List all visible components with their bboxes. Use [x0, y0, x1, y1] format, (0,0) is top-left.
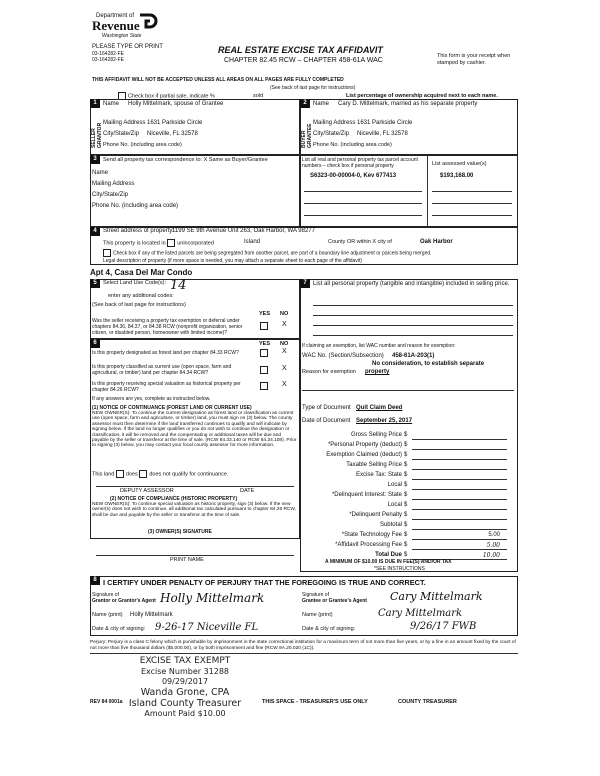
certify-text: I CERTIFY UNDER PENALTY OF PERJURY THAT THE FOREGOING IS TRUE AND CORRECT. — [103, 578, 426, 587]
tax-line — [302, 482, 512, 490]
tax-line-label: *Delinquent Penalty — [349, 512, 402, 518]
land-use-label: Select Land Use Code(s): — [103, 280, 166, 286]
s5-yes-checkbox[interactable] — [260, 322, 268, 330]
s6-q1: Is this property designated as forest land per chapter 84.33 RCW? — [92, 350, 239, 356]
tax-line-currency: $ — [404, 452, 408, 458]
tax-line-label: *State Technology Fee — [341, 532, 402, 538]
s5-no: NO — [280, 311, 289, 317]
s5-question: Was the seller receiving a property tax exemption or deferral under chapters 84.36, 84.37, or 84.38 RCW (nonprofit organization, senior citizen, or disabled person, homeowner with limited income)? — [92, 318, 243, 336]
does-not-checkbox[interactable] — [139, 470, 147, 478]
s6-q2-yes-checkbox[interactable] — [260, 366, 268, 374]
s6-q3-answer[interactable]: X — [282, 381, 287, 388]
stamp-line-6: Amount Paid $10.00 — [144, 709, 226, 718]
doc-type[interactable]: Quit Claim Deed — [356, 405, 403, 411]
tax-line — [302, 522, 512, 530]
minimum-due: A MINIMUM OF $10.00 IS DUE IN FEE(S) AND/OR TAX — [325, 559, 452, 565]
seller-name-label: Name — [103, 101, 120, 107]
county-label: County OR within X city of — [328, 239, 392, 245]
corr-phone-label: Phone No. (including area code) — [92, 203, 179, 209]
buyer-mailing-label: Mailing Address — [313, 120, 356, 126]
treasurer-stamp — [110, 656, 260, 719]
tax-line-label: *Affidavit Processing Fee — [335, 542, 402, 548]
notice2-title: (2) NOTICE OF COMPLIANCE (HISTORIC PROPERTY) — [110, 496, 238, 502]
street-label: Street address of property: — [103, 228, 175, 234]
grantee-sig-label-1: Signature of — [302, 592, 329, 598]
personal-property-label: List all personal property (tangible and intangible) included in selling price. — [313, 281, 510, 287]
notice1-text: NEW OWNER(S): To continue the current designation as forest land or classification as current use (open space, farm and agriculture, or timber) land, you must sign on (3) below. The county assessor must then determine if the land transferred continues to qualify and will indicate by signing below. If the land no longer qualifies or you do not wish to continue the designation or classification, it will be removed and the compensating or additional taxes will be due and payable by the seller or transferor at the time of sale. (RCW 84.33.140 or RCW 84.34.108). Prior to signing (3) below, you may contact your local county assessor for more information. — [92, 411, 297, 449]
dor-logo — [92, 13, 162, 41]
buyer-mailing[interactable]: 1631 Parkside Circle — [357, 120, 413, 126]
seller-city[interactable]: Niceville, FL 32578 — [147, 131, 198, 137]
s5-yes: YES — [259, 311, 271, 317]
grantee-signature[interactable]: Cary Mittelmark — [390, 590, 483, 603]
tax-line — [302, 452, 512, 460]
street-address[interactable]: 1199 SE 9th Avenue Unit 263, Oak Harbor, WA 98277 — [172, 228, 315, 234]
correspondence-text: Send all property tax correspondence to: X Same as Buyer/Grantee — [103, 157, 268, 163]
tax-line-label: Local — [387, 482, 402, 488]
doc-type-label: Type of Document — [302, 405, 351, 411]
wac-value[interactable]: 458-61A-203(1) — [392, 353, 435, 359]
tax-line-value[interactable]: 5.00 — [488, 532, 500, 538]
city-name[interactable]: Oak Harbor — [420, 239, 453, 245]
logo-state: Washington State — [102, 33, 142, 39]
tax-line-currency: $ — [404, 532, 408, 538]
grantor-name-label: Name (print) — [92, 612, 123, 618]
corr-city-label: City/State/Zip — [92, 192, 129, 198]
legal-label: Legal description of property (if more space is needed, you may attach a separate sheet to each page of the affidavit) — [103, 258, 362, 264]
tax-line-currency: $ — [404, 482, 408, 488]
grantor-date[interactable]: 9-26-17 Niceville FL — [155, 622, 259, 633]
assessed-header: List assessed value(s) — [432, 161, 487, 167]
section-6-number: 6 — [90, 339, 100, 348]
grantor-sig-label-1: Signature of — [92, 592, 119, 598]
reason-value[interactable]: No consideration, to establish separate — [372, 361, 485, 367]
s6-q3: Is this property receiving special valuation as historical property per chapter 84.26 RCW? — [92, 381, 241, 393]
grantee-date-label: Date & city of signing: — [302, 626, 356, 632]
grantor-signature[interactable]: Holly Mittelmark — [160, 591, 265, 605]
reason-label: Reason for exemption — [302, 369, 356, 375]
tax-line-label: Gross Selling Price — [350, 432, 402, 438]
treasurer-only-label: THIS SPACE - TREASURER'S USE ONLY — [262, 699, 368, 705]
wa-logo-icon — [138, 13, 158, 31]
s5-answer[interactable]: X — [282, 321, 287, 328]
tax-line-currency: $ — [404, 442, 408, 448]
corr-name-label: Name — [92, 170, 109, 176]
form-code-1: 03-164282-FE — [92, 51, 124, 57]
buyer-side-label: BUYER GRANTEE — [301, 123, 313, 148]
stamp-line-2: Excise Number 31288 — [140, 667, 230, 676]
seller-mailing[interactable]: 1631 Parkside Circle — [147, 120, 203, 126]
notice1-title: (1) NOTICE OF CONTINUANCE (FOREST LAND OR CURRENT USE) — [92, 405, 252, 411]
tax-line — [302, 512, 512, 520]
assessed-value[interactable]: $193,168.00 — [440, 173, 474, 179]
grantor-date-label: Date & city of signing: — [92, 626, 146, 632]
stamp-line-5: Island County Treasurer — [128, 698, 242, 709]
grantee-name[interactable]: Cary Mittelmark — [378, 608, 463, 619]
form-title: REAL ESTATE EXCISE TAX AFFIDAVIT — [218, 45, 383, 55]
doc-date-label: Date of Document — [302, 418, 351, 424]
s6-q1-yes-checkbox[interactable] — [260, 349, 268, 357]
county-treasurer-label: COUNTY TREASURER — [398, 699, 457, 705]
s6-q1-answer[interactable]: X — [282, 348, 287, 355]
receipt-note: This form is your receipt when stamped by cashier. — [437, 53, 511, 66]
tax-line-value[interactable]: 10.00 — [482, 552, 500, 559]
tax-line-label: Local — [387, 502, 402, 508]
perjury-note: Perjury: Perjury is a class C felony which is punishable by imprisonment in the state correctional institution for a maximum term of not more than five years, or by a fine in an amount fixed by the court of not more than five thousand dollars ($5,000.00), or by both imprisonment and fine (RCW 9A.20.020 (1C)). — [90, 640, 516, 651]
buyer-city[interactable]: Niceville, FL 32578 — [357, 131, 408, 137]
tax-line-currency: $ — [404, 432, 408, 438]
tax-line — [302, 472, 512, 480]
s6-yes: YES — [259, 341, 271, 347]
stamp-line-3: 09/29/2017 — [161, 677, 209, 686]
list-pct-note: List percentage of ownership acquired next to each name. — [346, 93, 498, 99]
seller-name[interactable]: Holly Mittelmark, spouse of Grantee — [128, 101, 224, 107]
stamp-line-4: Wanda Grone, CPA — [140, 687, 230, 698]
grantee-sig-label-2: Grantee or Grantee's Agent — [302, 598, 367, 604]
located-label: This property is located in unincorporated — [103, 240, 214, 247]
grantee-name-label: Name (print) — [302, 612, 333, 618]
deputy-date-label: DATE — [240, 488, 255, 494]
buyer-phone-label: Phone No. (including area code) — [313, 142, 392, 148]
please-type: PLEASE TYPE OR PRINT — [92, 44, 163, 50]
buyer-city-label: City/State/Zip — [313, 131, 350, 137]
owner-signature-label: (3) OWNER(S) SIGNATURE — [148, 529, 212, 535]
section-4-number: 4 — [90, 227, 100, 236]
seller-side-label: SELLER GRANTOR — [91, 122, 103, 148]
notice2-text: NEW OWNER(S): To continue special valuation as historic property, sign (3) below. If the new owner(s) does not wish to continue, all additional tax calculated pursuant to chapter 84.26 RCW, shall be due and payable by the seller or transferor at the time of sale. — [92, 502, 296, 518]
buyer-name-label: Name — [313, 101, 330, 107]
land-use-value[interactable]: 14 — [170, 278, 187, 293]
parcel-header: List all real and personal property tax parcel account numbers – check box if personal property — [302, 157, 418, 169]
section-2-number: 2 — [300, 99, 310, 108]
county-name[interactable]: Island — [244, 239, 261, 245]
grantor-name[interactable]: Holly Mittelmark — [130, 612, 173, 618]
tax-line-currency: $ — [404, 512, 408, 518]
wac-label: WAC No. (Section/Subsection) — [302, 353, 384, 359]
tax-line — [302, 442, 512, 450]
section-5-number: 5 — [90, 279, 100, 288]
section-8-number: 8 — [90, 576, 100, 585]
tax-line — [302, 542, 512, 550]
tax-line — [302, 502, 512, 510]
see-instructions: *SEE INSTRUCTIONS — [374, 566, 425, 572]
s6-no: NO — [280, 341, 289, 347]
tax-line-currency: $ — [404, 472, 408, 478]
segregation-checkbox[interactable] — [103, 249, 111, 257]
grantee-date[interactable]: 9/26/17 FWB — [410, 621, 477, 632]
stamp-line-1: EXCISE TAX EXEMPT — [139, 656, 231, 666]
tax-line — [302, 462, 512, 470]
see-back-note: (See back of last page for instructions) — [270, 85, 356, 91]
seller-city-label: City/State/Zip — [103, 131, 140, 137]
tax-line-value[interactable]: 5.00 — [486, 542, 500, 549]
legal-description[interactable]: Apt 4, Casa Del Mar Condo — [90, 268, 193, 277]
corr-mailing-label: Mailing Address — [92, 181, 135, 187]
unincorporated-checkbox[interactable] — [167, 239, 175, 247]
tax-line-currency: $ — [404, 542, 408, 548]
exemption-intro: If claiming an exemption, list WAC number and reason for exemption: — [302, 343, 456, 349]
tax-line-label: Subtotal — [379, 522, 402, 528]
reason-value-2[interactable]: property — [365, 369, 390, 375]
tax-line — [302, 492, 512, 500]
tax-line-currency: $ — [404, 502, 408, 508]
section-7-number: 7 — [300, 279, 310, 288]
not-accepted-note: THIS AFFIDAVIT WILL NOT BE ACCEPTED UNLESS ALL AREAS ON ALL PAGES ARE FULLY COMPLETED — [92, 77, 344, 83]
logo-dept: Department of — [96, 13, 135, 19]
logo-revenue: Revenue — [92, 18, 140, 33]
tax-line — [302, 432, 512, 440]
tax-line-label: *Delinquent Interest: State — [331, 492, 402, 498]
tax-line-currency: $ — [404, 522, 408, 528]
seller-mailing-label: Mailing Address — [103, 120, 146, 126]
partial-sale: Check box if partial sale, indicate % — [118, 92, 215, 100]
print-name-label: PRINT NAME — [170, 557, 204, 563]
correspondence-box — [90, 155, 300, 227]
tax-line-label: Excise Tax: State — [356, 472, 402, 478]
does-checkbox[interactable] — [116, 470, 124, 478]
tax-line-label: Exemption Claimed (deduct) — [326, 452, 402, 458]
section-1-number: 1 — [90, 99, 100, 108]
land-use-see-back: (See back of last page for instructions) — [92, 302, 186, 308]
s6-q3-yes-checkbox[interactable] — [260, 382, 268, 390]
parcel-number[interactable]: S6323-00-00004-0, Kev 677413 — [310, 173, 397, 179]
section-3-number: 3 — [90, 155, 100, 164]
buyer-name[interactable]: Cary D. Mittelmark, married as his separate property — [338, 101, 478, 107]
grantor-sig-label-2: Grantor or Grantor's Agent — [92, 598, 156, 604]
s6-if-yes: If any answers are yes, complete as instructed below. — [92, 396, 211, 402]
enter-codes-label: enter any additional codes: — [108, 293, 174, 299]
doc-date[interactable]: September 25, 2017 — [356, 418, 413, 424]
tax-line — [302, 532, 512, 540]
tax-line-currency: $ — [404, 552, 408, 558]
tax-line-currency: $ — [404, 462, 408, 468]
form-chapter: CHAPTER 82.45 RCW – CHAPTER 458-61A WAC — [224, 57, 383, 64]
sold-label: sold — [253, 93, 264, 99]
rev-code: REV 84 0001a — [90, 699, 123, 705]
tax-line-currency: $ — [404, 492, 408, 498]
deputy-assessor-label: DEPUTY ASSESSOR — [120, 488, 174, 494]
s6-q2-answer[interactable]: X — [282, 365, 287, 372]
continuance-line: This land does does not qualify for continuance. — [92, 471, 229, 478]
tax-line-label: Total Due — [375, 552, 402, 558]
s6-q2: Is this property classified as current use (open space, farm and agricultural, or timber) land per chapter 84.34 RCW? — [92, 364, 232, 376]
seller-phone-label: Phone No. (including area code) — [103, 142, 182, 148]
segregation-note: Check box if any of the listed parcels are being segregated from another parcel, are part of a boundary line adjustment or parcels being merged. — [103, 249, 513, 257]
tax-line-label: *Personal Property (deduct) — [327, 442, 402, 448]
form-code-2: 03-164282-FE — [92, 57, 124, 63]
tax-line-label: Taxable Selling Price — [346, 462, 402, 468]
